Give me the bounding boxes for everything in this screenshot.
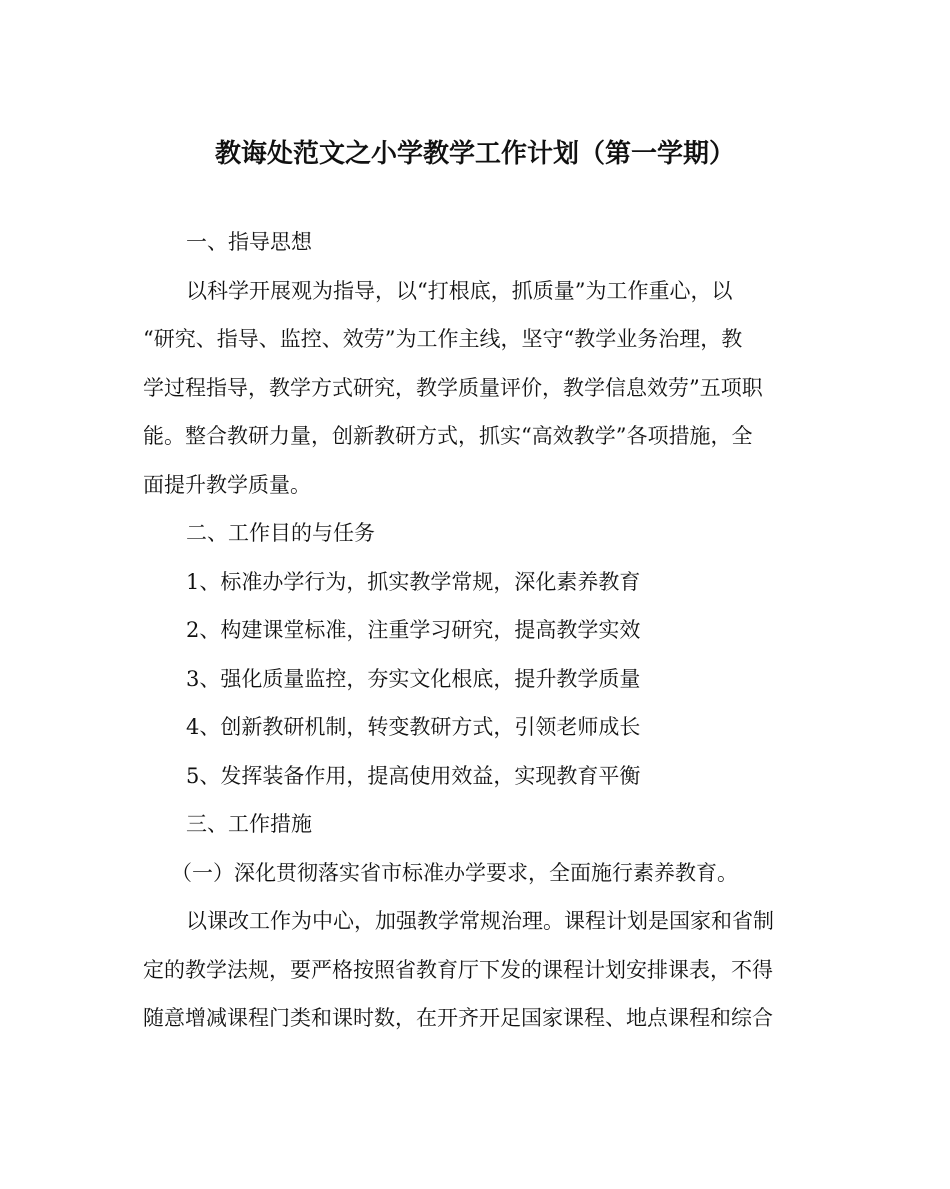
paragraph-line: “研究、指导、监控、效劳”为工作主线，坚守“教学业务治理，教 xyxy=(143,327,743,351)
paragraph-line: 学过程指导，教学方式研究，教学质量评价，教学信息效劳”五项职 xyxy=(143,375,763,400)
subsection-heading: （一）深化贯彻落实省市标准办学要求，全面施行素养教育。 xyxy=(171,860,738,885)
section-heading-guiding-ideology: 一、指导思想 xyxy=(186,230,312,254)
section-heading-measures: 三、工作措施 xyxy=(186,812,312,836)
paragraph-line: 以课改工作为中心，加强教学常规治理。课程计划是国家和省制 xyxy=(186,909,774,933)
list-item: 2、构建课堂标准，注重学习研究，提高教学实效 xyxy=(186,618,641,642)
document-title: 教诲处范文之小学教学工作计划（第一学期） xyxy=(214,139,735,169)
list-item: 3、强化质量监控，夯实文化根底，提升教学质量 xyxy=(186,666,641,691)
paragraph-line: 随意增减课程门类和课时数，在开齐开足国家课程、地点课程和综合 xyxy=(143,1006,773,1030)
list-item: 1、标准办学行为，抓实教学常规，深化素养教育 xyxy=(186,569,641,594)
paragraph-line: 能。整合教研力量，创新教研方式，抓实“高效教学”各项措施，全 xyxy=(143,424,753,448)
document-body xyxy=(143,218,797,1043)
list-item: 4、创新教研机制，转变教研方式，引领老师成长 xyxy=(186,715,641,739)
paragraph-line: 定的教学法规，要严格按照省教育厅下发的课程计划安排课表，不得 xyxy=(143,957,773,982)
paragraph-line: 面提升教学质量。 xyxy=(143,472,311,497)
paragraph-line: 以科学开展观为指导，以“打根底，抓质量”为工作重心，以 xyxy=(186,278,733,303)
section-heading-goals: 二、工作目的与任务 xyxy=(186,521,375,545)
list-item: 5、发挥装备作用，提高使用效益，实现教育平衡 xyxy=(186,763,641,788)
